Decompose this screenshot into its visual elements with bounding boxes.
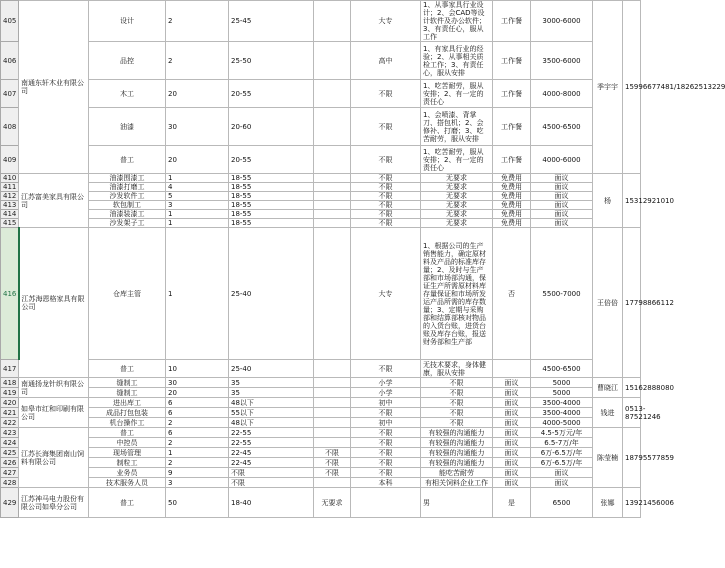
education-cell[interactable]: 不限 <box>351 468 421 478</box>
position-cell[interactable]: 软包制工 <box>89 201 166 210</box>
salary-cell[interactable]: 4000-8000 <box>531 80 593 108</box>
education-cell[interactable]: 本科 <box>351 478 421 488</box>
education-cell[interactable]: 不限 <box>351 438 421 448</box>
age-cell[interactable]: 55以下 <box>229 408 314 418</box>
table-row <box>1 478 641 488</box>
age-cell[interactable]: 22-45 <box>229 448 314 458</box>
contact-cell[interactable]: 季宇宇 <box>593 1 623 174</box>
position-cell[interactable]: 缝制工 <box>89 388 166 398</box>
gender-cell[interactable] <box>314 42 351 80</box>
company-cell[interactable]: 江苏神马电力股份有限公司如皋分公司 <box>19 488 89 518</box>
meals-cell[interactable] <box>493 360 531 378</box>
age-cell[interactable]: 20-60 <box>229 108 314 146</box>
requirements-cell[interactable]: 有较强的沟通能力 <box>421 438 493 448</box>
position-cell[interactable]: 设计 <box>89 1 166 42</box>
position-cell[interactable]: 技术服务人员 <box>89 478 166 488</box>
salary-cell[interactable]: 3500-6000 <box>531 42 593 80</box>
table-row <box>1 448 641 458</box>
requirements-cell[interactable]: 能吃苦耐劳 <box>421 468 493 478</box>
table-row <box>1 201 641 210</box>
position-cell[interactable]: 中控员 <box>89 438 166 448</box>
position-cell[interactable]: 制粒工 <box>89 458 166 468</box>
table-row <box>1 219 641 228</box>
gender-cell[interactable] <box>314 418 351 428</box>
requirements-cell[interactable]: 不限 <box>421 388 493 398</box>
requirements-cell[interactable]: 1、从事家具行业设计；2、会CAD等设计软件及办公软件；3、有责任心，服从工作 <box>421 1 493 42</box>
position-cell[interactable]: 油漆围漆工 <box>89 174 166 183</box>
row-header[interactable]: 428 <box>1 478 19 488</box>
meals-cell[interactable]: 免费用 <box>493 219 531 228</box>
contact-cell[interactable]: 杨 <box>593 174 623 228</box>
requirements-cell[interactable]: 不限 <box>421 378 493 388</box>
salary-cell[interactable]: 3000-6000 <box>531 1 593 42</box>
table-row <box>1 468 641 478</box>
table-row <box>1 378 641 388</box>
age-cell[interactable]: 18-55 <box>229 174 314 183</box>
salary-cell[interactable]: 面议 <box>531 210 593 219</box>
age-cell[interactable]: 不限 <box>229 468 314 478</box>
row-header[interactable]: 408 <box>1 108 19 146</box>
gender-cell[interactable] <box>314 174 351 183</box>
table-row <box>1 228 641 360</box>
education-cell[interactable]: 不限 <box>351 192 421 201</box>
meals-cell[interactable]: 免费用 <box>493 210 531 219</box>
contact-cell[interactable]: 陈莹楠 <box>593 428 623 488</box>
count-cell[interactable]: 1 <box>166 174 229 183</box>
table-row <box>1 428 641 438</box>
requirements-cell[interactable]: 无要求 <box>421 192 493 201</box>
age-cell[interactable]: 22-55 <box>229 438 314 448</box>
meals-cell[interactable]: 免费用 <box>493 192 531 201</box>
salary-cell[interactable]: 面议 <box>531 174 593 183</box>
meals-cell[interactable]: 面议 <box>493 398 531 408</box>
gender-cell[interactable] <box>314 408 351 418</box>
row-header[interactable]: 410 <box>1 174 19 183</box>
salary-cell[interactable]: 5000 <box>531 378 593 388</box>
requirements-cell[interactable]: 有相关饲料企业工作 <box>421 478 493 488</box>
meals-cell[interactable]: 工作餐 <box>493 146 531 174</box>
table-row <box>1 183 641 192</box>
meals-cell[interactable]: 面议 <box>493 458 531 468</box>
row-header[interactable]: 406 <box>1 42 19 80</box>
phone-cell[interactable]: 0513-87521246 <box>623 398 641 428</box>
meals-cell[interactable]: 面议 <box>493 478 531 488</box>
contact-cell[interactable]: 张娜 <box>593 488 623 518</box>
row-header[interactable]: 413 <box>1 201 19 210</box>
table-row <box>1 108 641 146</box>
table-row <box>1 398 641 408</box>
company-cell[interactable]: 南通东轩木业有限公司 <box>19 1 89 174</box>
requirements-cell[interactable]: 1、会喷漆、背掌刀、搭包机；2、会修补、打磨；3、吃苦耐劳，服从安排 <box>421 108 493 146</box>
salary-cell[interactable]: 4500-6500 <box>531 360 593 378</box>
count-cell[interactable]: 3 <box>166 478 229 488</box>
table-row <box>1 146 641 174</box>
gender-cell[interactable] <box>314 80 351 108</box>
count-cell[interactable]: 1 <box>166 210 229 219</box>
table-row <box>1 210 641 219</box>
age-cell[interactable]: 22-45 <box>229 458 314 468</box>
table-row <box>1 458 641 468</box>
row-header[interactable]: 422 <box>1 418 19 428</box>
meals-cell[interactable]: 工作餐 <box>493 42 531 80</box>
row-header[interactable]: 420 <box>1 398 19 408</box>
position-cell[interactable]: 现场管理 <box>89 448 166 458</box>
requirements-cell[interactable]: 有较强的沟通能力 <box>421 428 493 438</box>
salary-cell[interactable]: 3500-4000 <box>531 408 593 418</box>
gender-cell[interactable] <box>314 478 351 488</box>
salary-cell[interactable]: 5500-7000 <box>531 228 593 360</box>
row-header[interactable]: 411 <box>1 183 19 192</box>
salary-cell[interactable]: 6.5-7万/年 <box>531 438 593 448</box>
count-cell[interactable]: 6 <box>166 408 229 418</box>
age-cell[interactable]: 35 <box>229 378 314 388</box>
meals-cell[interactable]: 工作餐 <box>493 1 531 42</box>
meals-cell[interactable]: 免费用 <box>493 183 531 192</box>
salary-cell[interactable]: 5000 <box>531 388 593 398</box>
requirements-cell[interactable]: 不限 <box>421 418 493 428</box>
requirements-cell[interactable]: 有较强的沟通能力 <box>421 448 493 458</box>
meals-cell[interactable]: 是 <box>493 488 531 518</box>
requirements-cell[interactable]: 1、吃苦耐劳，服从安排；2、有一定的责任心 <box>421 80 493 108</box>
age-cell[interactable]: 18-40 <box>229 488 314 518</box>
position-cell[interactable]: 成品打包包装 <box>89 408 166 418</box>
meals-cell[interactable]: 面议 <box>493 448 531 458</box>
company-cell[interactable]: 如皋市红和印刷有限公司 <box>19 398 89 428</box>
count-cell[interactable]: 6 <box>166 428 229 438</box>
count-cell[interactable]: 2 <box>166 458 229 468</box>
company-cell[interactable]: 江苏海恩格家具有限公司 <box>19 228 89 378</box>
salary-cell[interactable]: 4000-6000 <box>531 146 593 174</box>
requirements-cell[interactable]: 无要求 <box>421 183 493 192</box>
education-cell[interactable]: 不限 <box>351 210 421 219</box>
meals-cell[interactable]: 免费用 <box>493 174 531 183</box>
education-cell[interactable]: 不限 <box>351 80 421 108</box>
count-cell[interactable]: 20 <box>166 388 229 398</box>
gender-cell[interactable] <box>314 219 351 228</box>
row-header[interactable]: 421 <box>1 408 19 418</box>
row-header[interactable]: 425 <box>1 448 19 458</box>
company-cell[interactable]: 南通扬龙针织有限公司 <box>19 378 89 398</box>
salary-cell[interactable]: 面议 <box>531 192 593 201</box>
contact-cell[interactable]: 曹晓江 <box>593 378 623 398</box>
table-row <box>1 408 641 418</box>
count-cell[interactable]: 4 <box>166 183 229 192</box>
meals-cell[interactable]: 面议 <box>493 438 531 448</box>
education-cell[interactable]: 大专 <box>351 228 421 360</box>
row-header[interactable]: 414 <box>1 210 19 219</box>
education-cell[interactable]: 大专 <box>351 1 421 42</box>
gender-cell[interactable]: 不限 <box>314 448 351 458</box>
row-header[interactable]: 407 <box>1 80 19 108</box>
salary-cell[interactable]: 6万-6.5万/年 <box>531 458 593 468</box>
education-cell[interactable]: 不限 <box>351 428 421 438</box>
row-header[interactable]: 412 <box>1 192 19 201</box>
phone-cell[interactable]: 15162888080 <box>623 378 641 398</box>
age-cell[interactable]: 35 <box>229 388 314 398</box>
position-cell[interactable]: 进出库工 <box>89 398 166 408</box>
phone-cell[interactable]: 15996677481/18262513229 <box>623 1 641 174</box>
table-row <box>1 388 641 398</box>
count-cell[interactable]: 2 <box>166 418 229 428</box>
table-row <box>1 80 641 108</box>
row-header[interactable]: 424 <box>1 438 19 448</box>
requirements-cell[interactable]: 不限 <box>421 398 493 408</box>
company-cell[interactable]: 江苏长海集团南山饲料有限公司 <box>19 428 89 488</box>
count-cell[interactable]: 30 <box>166 108 229 146</box>
meals-cell[interactable]: 免费用 <box>493 201 531 210</box>
age-cell[interactable]: 18-55 <box>229 183 314 192</box>
position-cell[interactable]: 仓库主管 <box>89 228 166 360</box>
position-cell[interactable]: 普工 <box>89 428 166 438</box>
count-cell[interactable]: 50 <box>166 488 229 518</box>
salary-cell[interactable]: 4000-5000 <box>531 418 593 428</box>
row-header[interactable]: 426 <box>1 458 19 468</box>
requirements-cell[interactable]: 无要求 <box>421 219 493 228</box>
phone-cell[interactable]: 15312921010 <box>623 174 641 228</box>
education-cell[interactable]: 初中 <box>351 418 421 428</box>
meals-cell[interactable]: 面议 <box>493 468 531 478</box>
company-cell[interactable]: 江苏富美家具有限公司 <box>19 174 89 228</box>
education-cell[interactable]: 不限 <box>351 146 421 174</box>
gender-cell[interactable] <box>314 378 351 388</box>
salary-cell[interactable]: 4500-6500 <box>531 108 593 146</box>
meals-cell[interactable]: 面议 <box>493 428 531 438</box>
age-cell[interactable]: 48以下 <box>229 418 314 428</box>
education-cell[interactable]: 不限 <box>351 219 421 228</box>
table-row <box>1 174 641 183</box>
meals-cell[interactable]: 工作餐 <box>493 80 531 108</box>
position-cell[interactable]: 沙发架子工 <box>89 219 166 228</box>
education-cell[interactable]: 不限 <box>351 458 421 468</box>
salary-cell[interactable]: 面议 <box>531 183 593 192</box>
position-cell[interactable]: 沙发软件工 <box>89 192 166 201</box>
table-row <box>1 42 641 80</box>
position-cell[interactable]: 普工 <box>89 360 166 378</box>
gender-cell[interactable]: 不限 <box>314 458 351 468</box>
gender-cell[interactable] <box>314 210 351 219</box>
age-cell[interactable]: 18-55 <box>229 210 314 219</box>
education-cell[interactable]: 不限 <box>351 108 421 146</box>
count-cell[interactable]: 10 <box>166 360 229 378</box>
gender-cell[interactable]: 不限 <box>314 468 351 478</box>
education-cell[interactable]: 不限 <box>351 408 421 418</box>
requirements-cell[interactable]: 1、吃苦耐劳，服从安排；2、有一定的责任心 <box>421 146 493 174</box>
salary-cell[interactable]: 6万-6.5万/年 <box>531 448 593 458</box>
phone-cell[interactable]: 18795577859 <box>623 428 641 488</box>
phone-cell[interactable]: 17798866112 <box>623 228 641 378</box>
age-cell[interactable]: 20-55 <box>229 80 314 108</box>
salary-cell[interactable]: 面议 <box>531 201 593 210</box>
age-cell[interactable]: 22-55 <box>229 428 314 438</box>
count-cell[interactable]: 20 <box>166 146 229 174</box>
row-header[interactable]: 409 <box>1 146 19 174</box>
education-cell[interactable]: 小学 <box>351 378 421 388</box>
education-cell[interactable]: 不限 <box>351 448 421 458</box>
salary-cell[interactable]: 3500-4000 <box>531 398 593 408</box>
meals-cell[interactable]: 面议 <box>493 408 531 418</box>
gender-cell[interactable] <box>314 428 351 438</box>
contact-cell[interactable]: 王倍倍 <box>593 228 623 378</box>
gender-cell[interactable] <box>314 1 351 42</box>
education-cell[interactable]: 不限 <box>351 183 421 192</box>
requirements-cell[interactable]: 1、有家具行业的经验；2、从事相关质检工作；3、有责任心，服从安排 <box>421 42 493 80</box>
education-cell[interactable]: 不限 <box>351 174 421 183</box>
education-cell[interactable]: 不限 <box>351 360 421 378</box>
count-cell[interactable]: 2 <box>166 438 229 448</box>
position-cell[interactable]: 木工 <box>89 80 166 108</box>
position-cell[interactable]: 机台操作工 <box>89 418 166 428</box>
gender-cell[interactable] <box>314 398 351 408</box>
gender-cell[interactable] <box>314 146 351 174</box>
table-row <box>1 438 641 448</box>
gender-cell[interactable]: 无要求 <box>314 488 351 518</box>
gender-cell[interactable] <box>314 201 351 210</box>
row-header[interactable]: 427 <box>1 468 19 478</box>
education-cell[interactable]: 小学 <box>351 388 421 398</box>
age-cell[interactable]: 18-55 <box>229 219 314 228</box>
age-cell[interactable]: 25-45 <box>229 1 314 42</box>
row-header[interactable]: 417 <box>1 360 19 378</box>
row-header[interactable]: 405 <box>1 1 19 42</box>
count-cell[interactable]: 9 <box>166 468 229 478</box>
age-cell[interactable]: 25-50 <box>229 42 314 80</box>
table-row <box>1 360 641 378</box>
table-row <box>1 192 641 201</box>
requirements-cell[interactable]: 无技术要求，身体健康，服从安排 <box>421 360 493 378</box>
table-row <box>1 418 641 428</box>
meals-cell[interactable]: 面议 <box>493 388 531 398</box>
count-cell[interactable]: 30 <box>166 378 229 388</box>
gender-cell[interactable] <box>314 192 351 201</box>
salary-cell[interactable]: 6500 <box>531 488 593 518</box>
row-header[interactable]: 415 <box>1 219 19 228</box>
requirements-cell[interactable]: 不限 <box>421 408 493 418</box>
requirements-cell[interactable]: 无要求 <box>421 210 493 219</box>
position-cell[interactable]: 缝制工 <box>89 378 166 388</box>
table-row <box>1 1 641 42</box>
requirements-cell[interactable]: 无要求 <box>421 174 493 183</box>
education-cell[interactable]: 高中 <box>351 42 421 80</box>
requirements-cell[interactable]: 有较强的沟通能力 <box>421 458 493 468</box>
requirements-cell[interactable]: 无要求 <box>421 201 493 210</box>
position-cell[interactable]: 普工 <box>89 488 166 518</box>
count-cell[interactable]: 2 <box>166 42 229 80</box>
gender-cell[interactable] <box>314 388 351 398</box>
salary-cell[interactable]: 面议 <box>531 478 593 488</box>
count-cell[interactable]: 1 <box>166 219 229 228</box>
requirements-cell[interactable]: 1、根据公司的生产销售能力，确定原材料及产品的标准库存量；2、及时与生产部和市场部沟通，保证生产所需原材料库存量保证和市场所发运产品所需的库存数量；3、定期与采购部和结算部核对物品的入货台账，进货台账及库存台账，报送财务部和生产部 <box>421 228 493 360</box>
age-cell[interactable]: 20-55 <box>229 146 314 174</box>
salary-cell[interactable]: 4.5-5万元/年 <box>531 428 593 438</box>
position-cell[interactable]: 油漆打磨工 <box>89 183 166 192</box>
age-cell[interactable]: 25-40 <box>229 228 314 360</box>
education-cell[interactable]: 不限 <box>351 201 421 210</box>
row-header[interactable]: 419 <box>1 388 19 398</box>
count-cell[interactable]: 2 <box>166 1 229 42</box>
gender-cell[interactable] <box>314 360 351 378</box>
phone-cell[interactable]: 13921456006 <box>623 488 641 518</box>
count-cell[interactable]: 5 <box>166 192 229 201</box>
table-row <box>1 488 641 518</box>
count-cell[interactable]: 20 <box>166 80 229 108</box>
position-cell[interactable]: 品控 <box>89 42 166 80</box>
position-cell[interactable]: 普工 <box>89 146 166 174</box>
age-cell[interactable]: 18-55 <box>229 201 314 210</box>
age-cell[interactable]: 25-40 <box>229 360 314 378</box>
salary-cell[interactable]: 面议 <box>531 219 593 228</box>
meals-cell[interactable]: 面议 <box>493 418 531 428</box>
gender-cell[interactable] <box>314 438 351 448</box>
meals-cell[interactable]: 工作餐 <box>493 108 531 146</box>
count-cell[interactable]: 1 <box>166 448 229 458</box>
row-header[interactable]: 416 <box>1 228 19 360</box>
count-cell[interactable]: 6 <box>166 398 229 408</box>
gender-cell[interactable] <box>314 183 351 192</box>
contact-cell[interactable]: 钱进 <box>593 398 623 428</box>
age-cell[interactable]: 18-55 <box>229 192 314 201</box>
count-cell[interactable]: 3 <box>166 201 229 210</box>
row-header[interactable]: 423 <box>1 428 19 438</box>
position-cell[interactable]: 油漆装漆工 <box>89 210 166 219</box>
education-cell[interactable]: 初中 <box>351 398 421 408</box>
count-cell[interactable]: 1 <box>166 228 229 360</box>
meals-cell[interactable]: 面议 <box>493 378 531 388</box>
age-cell[interactable]: 48以下 <box>229 398 314 408</box>
education-cell[interactable] <box>351 488 421 518</box>
position-cell[interactable]: 业务员 <box>89 468 166 478</box>
salary-cell[interactable]: 面议 <box>531 468 593 478</box>
row-header[interactable]: 429 <box>1 488 19 518</box>
age-cell[interactable]: 不限 <box>229 478 314 488</box>
row-header[interactable]: 418 <box>1 378 19 388</box>
meals-cell[interactable]: 否 <box>493 228 531 360</box>
gender-cell[interactable] <box>314 108 351 146</box>
position-cell[interactable]: 油漆 <box>89 108 166 146</box>
requirements-cell[interactable]: 男 <box>421 488 493 518</box>
gender-cell[interactable] <box>314 228 351 360</box>
